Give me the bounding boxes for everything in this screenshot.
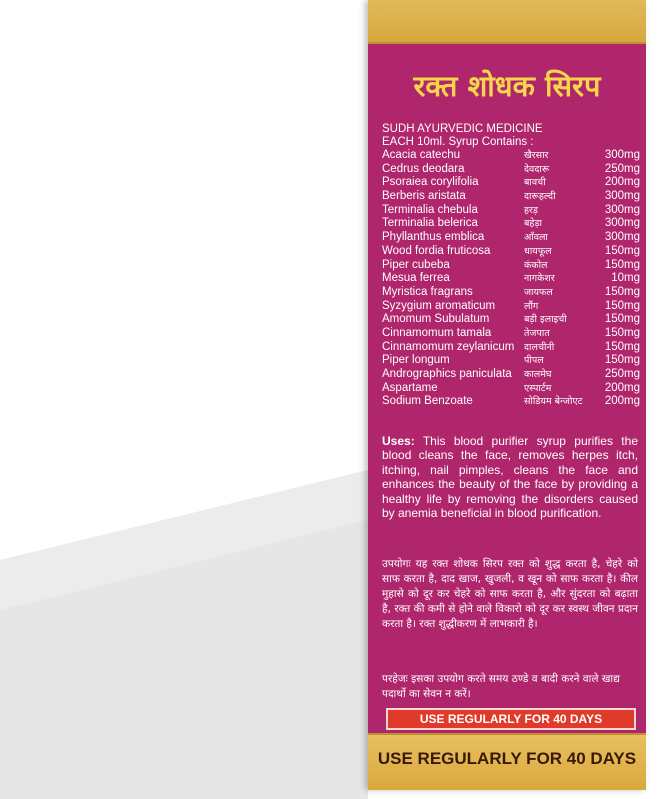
ingredient-dose: 250mg <box>604 162 640 175</box>
ingredient-latin-name: Wood fordia fruticosa <box>382 244 491 257</box>
bottom-band-text: USE REGULARLY FOR 40 DAYS <box>377 749 637 768</box>
ingredient-row <box>382 354 640 368</box>
ingredient-dose: 250mg <box>604 368 640 380</box>
ingredient-latin-name: Andrographics paniculata <box>382 368 512 380</box>
ingredient-row <box>382 341 640 355</box>
ingredient-latin-name: Phyllanthus emblica <box>382 231 485 244</box>
ingredient-latin-name: Mesua ferrea <box>382 272 450 285</box>
ingredient-row <box>382 368 640 382</box>
ingredient-latin-name: Cedrus deodara <box>382 162 465 175</box>
ingredient-dose: 150mg <box>604 244 640 257</box>
ingredient-row <box>382 300 640 314</box>
ingredient-dose: 150mg <box>604 299 640 312</box>
ingredient-hindi-name: देवदारू <box>524 163 550 175</box>
ingredient-hindi-name: बड़ी इलाइची <box>524 314 567 326</box>
ingredient-row <box>382 231 640 245</box>
ingredient-hindi-name: कंकोल <box>524 259 548 271</box>
ingredient-dose: 300mg <box>604 190 640 203</box>
ingredient-hindi-name: धायफूल <box>524 245 552 257</box>
ingredient-hindi-name: दालचीनी <box>524 341 555 353</box>
ingredient-latin-name: Myristica fragrans <box>382 285 473 298</box>
ingredient-dose: 300mg <box>604 149 640 161</box>
ingredient-row <box>382 204 640 218</box>
intro-text <box>382 123 543 148</box>
ingredient-latin-name: Terminalia chebula <box>382 203 478 216</box>
ingredient-hindi-name: खैरसार <box>524 150 549 161</box>
ingredient-dose: 150mg <box>604 340 640 353</box>
ingredient-row <box>382 163 640 177</box>
ingredient-latin-name: Acacia catechu <box>382 149 460 161</box>
ingredient-hindi-name: एस्पार्टम <box>524 382 552 394</box>
product-box <box>368 0 646 790</box>
intro-line-2: EACH 10ml. Syrup Contains : <box>382 135 534 148</box>
ingredient-latin-name: Psoraiea corylifolia <box>382 176 479 189</box>
ingredient-row <box>382 245 640 259</box>
ingredient-row <box>382 286 640 300</box>
ingredient-hindi-name: हरड़ <box>524 204 539 216</box>
use-regularly-banner: USE REGULARLY FOR 40 DAYS <box>386 708 636 730</box>
ingredient-hindi-name: बावची <box>524 177 546 189</box>
ingredient-dose: 150mg <box>604 354 640 367</box>
product-title: रक्त शोधक सिरप <box>413 69 601 103</box>
ingredient-dose: 300mg <box>604 217 640 230</box>
ingredient-hindi-name: तेजपात <box>524 327 550 339</box>
ingredient-dose: 150mg <box>604 285 640 298</box>
hindi-uses-paragraph: उपयोगः यह रक्त शोधक सिरप रक्त को शुद्ध करता है, चेहरे को साफ करता है, दाद खाज, खुजली, व खून को साफ करता है। कील मुहासे को दूर कर चेहरे को साफ करता है, और सुंदरता को बढ़ाता है, रक्त की कमी से होने वाले विकारो को दूर कर स्वस्थ जीवन प्रदान करता है। रक्त शुद्धीकरण में लाभकारी है। <box>382 558 638 630</box>
bottom-gold-band <box>368 733 646 790</box>
ingredient-hindi-name: बहेड़ा <box>524 218 543 230</box>
uses-paragraph <box>382 434 638 520</box>
ingredient-row <box>382 217 640 231</box>
ingredient-latin-name: Piper longum <box>382 354 450 367</box>
ingredient-dose: 150mg <box>604 313 640 326</box>
ingredient-latin-name: Amomum Subulatum <box>382 313 490 326</box>
ingredient-row <box>382 382 640 396</box>
ingredient-dose: 200mg <box>604 381 640 394</box>
ingredient-latin-name: Cinnamomum tamala <box>382 326 492 339</box>
ingredient-latin-name: Cinnamomum zeylanicum <box>382 340 515 353</box>
ingredient-latin-name: Syzygium aromaticum <box>382 299 496 312</box>
uses-text: This blood purifier syrup purifies the blood cleans the face, removes herpes itch, itching, nail pimples, cleans the face and enhances the beauty of the face by providing a healthy life by removing the disorders caused by anemia beneficial in blood purification. <box>382 434 638 521</box>
precaution-text: परहेजः इसका उपयोग करते समय ठण्डे व बादी करने वाले खाद्य पदार्थो का सेवन न करें। <box>382 673 620 700</box>
ingredient-latin-name: Berberis aristata <box>382 190 466 203</box>
ingredient-hindi-name: नागकेशर <box>524 273 555 285</box>
ingredient-latin-name: Terminalia belerica <box>382 217 478 230</box>
ingredient-hindi-name: सोडियम बेन्जोएट <box>524 396 583 408</box>
ingredient-row <box>382 327 640 341</box>
ingredient-hindi-name: लौंग <box>524 300 539 312</box>
ingredient-dose: 200mg <box>604 395 640 408</box>
ingredient-dose: 10mg <box>611 272 640 285</box>
ingredient-row <box>382 395 640 409</box>
ingredient-hindi-name: पीपल <box>524 355 544 367</box>
ingredient-latin-name: Sodium Benzoate <box>382 395 473 408</box>
top-gold-band <box>368 0 646 44</box>
ingredient-row <box>382 149 640 163</box>
ingredient-row <box>382 313 640 327</box>
ingredient-dose: 150mg <box>604 258 640 271</box>
uses-label: Uses: <box>382 434 415 448</box>
ingredient-dose: 300mg <box>604 231 640 244</box>
ingredient-hindi-name: जायफल <box>524 286 553 298</box>
ingredient-list <box>382 149 640 409</box>
ingredient-row <box>382 272 640 286</box>
ingredient-latin-name: Aspartame <box>382 381 438 394</box>
ingredient-latin-name: Piper cubeba <box>382 258 450 271</box>
intro-line-1: SUDH AYURVEDIC MEDICINE <box>382 123 543 135</box>
ingredient-row <box>382 190 640 204</box>
ingredient-hindi-name: कालमेघ <box>524 369 552 380</box>
ingredient-row <box>382 176 640 190</box>
ingredient-hindi-name: आँवला <box>524 232 548 244</box>
ingredient-row <box>382 259 640 273</box>
ingredient-dose: 200mg <box>604 176 640 189</box>
ingredient-hindi-name: दारूहल्दी <box>524 191 556 203</box>
ingredient-dose: 150mg <box>604 326 640 339</box>
ingredient-dose: 300mg <box>604 203 640 216</box>
